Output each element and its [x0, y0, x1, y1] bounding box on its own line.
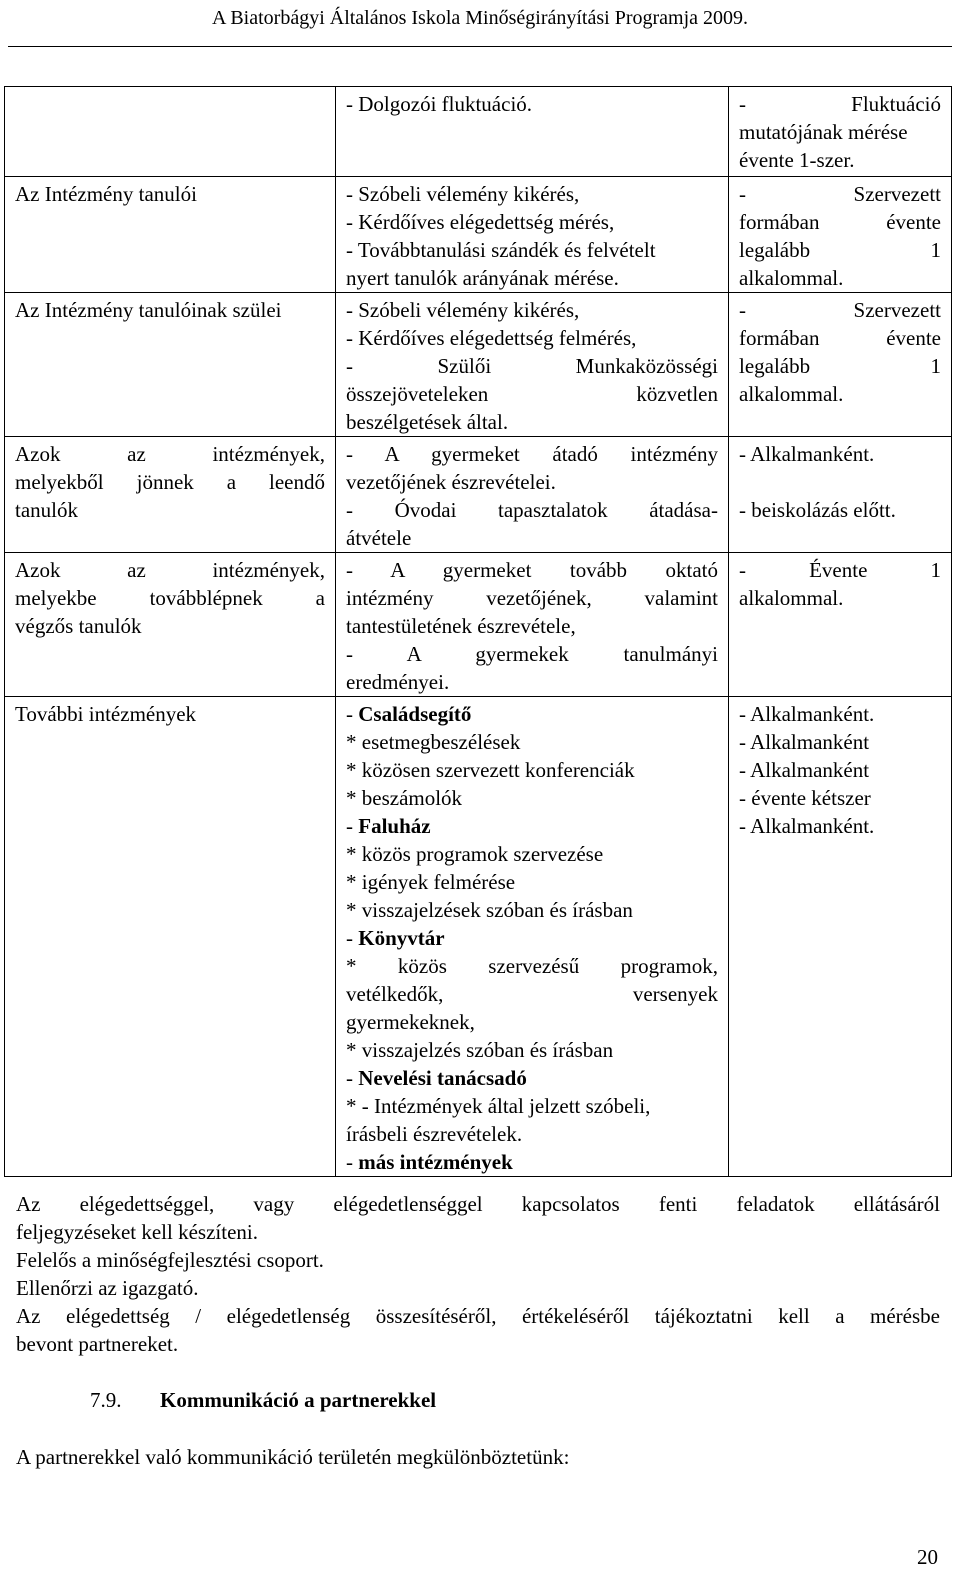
partner-text: végzős tanulók [15, 614, 142, 638]
table-row [5, 293, 952, 437]
partner-text: Az Intézmény tanulóinak szülei [15, 298, 282, 322]
institution-title: - Családsegítő [346, 702, 472, 726]
activity-text: írásbeli észrevételek. [346, 1122, 523, 1146]
method-cell [336, 293, 729, 437]
method-cell [336, 87, 729, 177]
table-row [5, 697, 952, 1177]
activity-text: * közösen szervezett konferenciák [346, 758, 635, 782]
activity-text: * közös programok szervezése [346, 842, 604, 866]
frequency-text: mutatójának mérése [739, 120, 908, 144]
paragraph-line: feljegyzéseket kell készíteni. [16, 1220, 258, 1244]
partner-table [4, 86, 952, 1177]
method-text: - Óvodai tapasztalatok átadása- [346, 498, 718, 522]
partner-text: tanulók [15, 498, 78, 522]
method-text: - Továbbtanulási szándék és felvételt [346, 238, 656, 262]
frequency-text: - Szervezett [739, 298, 941, 322]
frequency-text: alkalommal. [739, 382, 844, 406]
frequency-text: - Alkalmanként [739, 758, 870, 782]
method-text: beszélgetések által. [346, 410, 509, 434]
method-cell [336, 177, 729, 293]
activity-text: * esetmegbeszélések [346, 730, 521, 754]
institution-title: - Könyvtár [346, 926, 445, 950]
institution-title: - Faluház [346, 814, 431, 838]
frequency-text: - Évente 1 [739, 558, 941, 582]
paragraph-responsible: Felelős a minőségfejlesztési csoport. [16, 1248, 324, 1272]
table-row [5, 553, 952, 697]
institution-title: - Nevelési tanácsadó [346, 1066, 527, 1090]
partner-cell [5, 437, 336, 553]
method-text: tantestületének észrevétele, [346, 614, 576, 638]
table-row [5, 177, 952, 293]
activity-text: * visszajelzés szóban és írásban [346, 1038, 614, 1062]
method-text: - Dolgozói fluktuáció. [346, 92, 533, 116]
frequency-text: legalább 1 [739, 354, 941, 378]
institution-title-text: Családsegítő [358, 702, 472, 726]
frequency-cell [729, 553, 952, 697]
frequency-cell [729, 87, 952, 177]
frequency-text: évente 1-szer. [739, 148, 855, 172]
section-heading [90, 1386, 436, 1414]
frequency-text: - Fluktuáció [739, 92, 941, 116]
section-number: 7.9. [90, 1388, 122, 1412]
method-text: átvétele [346, 526, 412, 550]
method-text: - Szóbeli vélemény kikérés, [346, 298, 580, 322]
frequency-text: formában évente [739, 326, 941, 350]
activity-text: * visszajelzések szóban és írásban [346, 898, 633, 922]
partner-text: Az Intézmény tanulói [15, 182, 197, 206]
method-text: - Szülői Munkaközösségi [346, 354, 718, 378]
activity-text: gyermekeknek, [346, 1010, 475, 1034]
partner-text: Azok az intézmények, [15, 558, 325, 582]
method-cell [336, 437, 729, 553]
frequency-text: - Alkalmanként. [739, 702, 875, 726]
frequency-cell [729, 697, 952, 1177]
method-text: - A gyermeket átadó intézmény [346, 442, 718, 466]
frequency-cell [729, 437, 952, 553]
intro-text: A partnerekkel való kommunikáció területén megkülönböztetünk: [16, 1445, 570, 1469]
activity-text: vetélkedők, versenyek [346, 982, 718, 1006]
paragraph-controller: Ellenőrzi az igazgató. [16, 1276, 199, 1300]
partner-cell [5, 177, 336, 293]
method-text: - Szóbeli vélemény kikérés, [346, 182, 580, 206]
table-row [5, 437, 952, 553]
frequency-cell [729, 177, 952, 293]
frequency-text: - évente kétszer [739, 786, 871, 810]
frequency-spacer [739, 468, 941, 496]
frequency-cell [729, 293, 952, 437]
header-divider [8, 46, 952, 47]
intro-paragraph [16, 1443, 940, 1471]
method-text: intézmény vezetőjének, valamint [346, 586, 718, 610]
partner-text: További intézmények [15, 702, 197, 726]
activity-text: * - Intézmények által jelzett szóbeli, [346, 1094, 651, 1118]
frequency-text: legalább 1 [739, 238, 941, 262]
frequency-text: - Alkalmanként. [739, 814, 875, 838]
activity-text: * igények felmérése [346, 870, 516, 894]
frequency-text: alkalommal. [739, 266, 844, 290]
page-number: 20 [917, 1545, 938, 1569]
partner-cell [5, 293, 336, 437]
section-title: Kommunikáció a partnerekkel [160, 1388, 437, 1412]
method-text: nyert tanulók arányának mérése. [346, 266, 619, 290]
partner-text: melyekbe továbblépnek a [15, 586, 325, 610]
page-header: A Biatorbágyi Általános Iskola Minőségirányítási Programja 2009. [211, 7, 749, 29]
frequency-text: formában évente [739, 210, 941, 234]
paragraph-line: Az elégedettség / elégedetlenség összesítéséről, értékeléséről tájékoztatni kell a mérésbe [16, 1304, 940, 1328]
institution-title-text: Nevelési tanácsadó [358, 1066, 527, 1090]
institution-title-text: Könyvtár [358, 926, 445, 950]
institution-title-text: Faluház [358, 814, 431, 838]
method-text: összejöveteleken közvetlen [346, 382, 718, 406]
frequency-text: - Szervezett [739, 182, 941, 206]
method-text: - A gyermekek tanulmányi [346, 642, 718, 666]
paragraph-line: bevont partnereket. [16, 1332, 179, 1356]
partner-cell [5, 87, 336, 177]
institution-title: - más intézmények [346, 1150, 513, 1174]
paragraph-line: Az elégedettséggel, vagy elégedetlenséggel kapcsolatos fenti feladatok ellátásáról [16, 1192, 940, 1216]
partner-text: melyekből jönnek a leendő [15, 470, 325, 494]
partner-cell [5, 553, 336, 697]
method-text: - A gyermeket tovább oktató [346, 558, 718, 582]
method-cell [336, 697, 729, 1177]
table-row [5, 87, 952, 177]
activity-text: * beszámolók [346, 786, 463, 810]
partner-cell [5, 697, 336, 1177]
frequency-text: - Alkalmanként. [739, 442, 875, 466]
frequency-text: - Alkalmanként [739, 730, 870, 754]
institution-title-text: más intézmények [358, 1150, 513, 1174]
frequency-text: - beiskolázás előtt. [739, 498, 896, 522]
method-text: - Kérdőíves elégedettség mérés, [346, 210, 615, 234]
method-text: vezetőjének észrevételei. [346, 470, 556, 494]
frequency-text: alkalommal. [739, 586, 844, 610]
activity-text: * közös szervezésű programok, [346, 954, 718, 978]
partner-text: Azok az intézmények, [15, 442, 325, 466]
method-text: - Kérdőíves elégedettség felmérés, [346, 326, 637, 350]
method-cell [336, 553, 729, 697]
method-text: eredményei. [346, 670, 450, 694]
paragraph-record-keeping [16, 1190, 940, 1358]
